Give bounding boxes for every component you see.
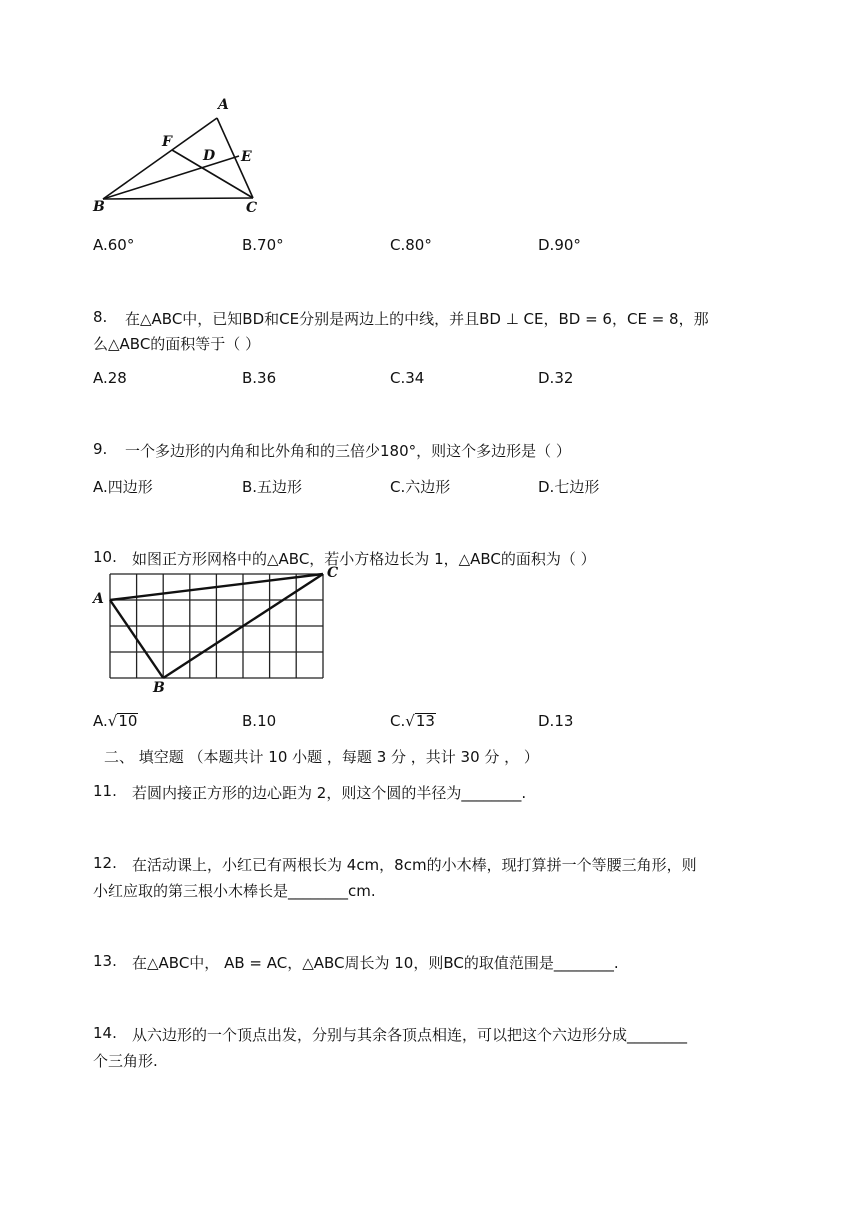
q10-number: 10. [93,548,117,566]
q8-option-a: A.28 [93,369,127,387]
point-label-C: C [246,200,258,216]
point-label-D: D [203,148,216,164]
section-heading: 二、 填空题 （本题共计 10 小题 ，每题 3 分 ，共计 30 分 ， ） [104,748,539,766]
q7-option-a: A.60° [93,236,135,254]
point-label-B: B [93,199,105,215]
q10-option-b: B.10 [242,712,277,730]
grid-label-C: C [327,565,339,581]
q9-option-c: C.六边形 [390,478,451,496]
grid-label-B: B [153,680,165,696]
q9-option-a: A.四边形 [93,478,153,496]
q11-text: 若圆内接正方形的边心距为 2，则这个圆的半径为________. [132,784,527,802]
q7-option-d: D.90° [538,236,581,254]
radical-13: 13 [415,712,435,730]
grid-figure-q10 [105,570,335,695]
q8-line1: 在△ABC中，已知BD和CE分别是两边上的中线，并且BD ⊥ CE，BD = 6，CE = 8，那 [125,310,709,328]
q9-number: 9. [93,440,108,458]
q14-number: 14. [93,1024,117,1042]
q8-option-b: B.36 [242,369,277,387]
q12-number: 12. [93,854,117,872]
q8-option-d: D.32 [538,369,574,387]
q14-line1: 从六边形的一个顶点出发，分别与其余各顶点相连，可以把这个六边形分成________ [132,1026,688,1044]
q8-line2: 么△ABC的面积等于（ ） [93,335,261,353]
q11-number: 11. [93,782,117,800]
q7-option-b: B.70° [242,236,284,254]
q10-option-d: D.13 [538,712,574,730]
q8-number: 8. [93,308,108,326]
q9-option-d: D.七边形 [538,478,600,496]
grid-label-A: A [93,591,104,607]
q13-text: 在△ABC中， AB = AC，△ABC周长为 10，则BC的取值范围是________. [132,954,619,972]
point-label-E: E [241,149,252,165]
q10-option-a: A.√10 [93,712,138,730]
q9-option-b: B.五边形 [242,478,303,496]
point-label-F: F [162,134,172,150]
q8-option-c: C.34 [390,369,425,387]
q7-option-c: C.80° [390,236,432,254]
q12-line1: 在活动课上，小红已有两根长为 4cm，8cm的小木棒，现打算拼一个等腰三角形，则 [132,856,697,874]
q13-number: 13. [93,952,117,970]
point-label-A: A [218,97,229,113]
radical-10: 10 [118,712,138,730]
q10-text: 如图正方形网格中的△ABC，若小方格边长为 1，△ABC的面积为（ ） [132,550,596,568]
q9-text: 一个多边形的内角和比外角和的三倍少180°，则这个多边形是（ ） [125,442,571,460]
q10-option-c: C.√13 [390,712,435,730]
q14-line2: 个三角形. [93,1052,158,1070]
q12-line2: 小红应取的第三根小木棒长是________cm. [93,882,376,900]
